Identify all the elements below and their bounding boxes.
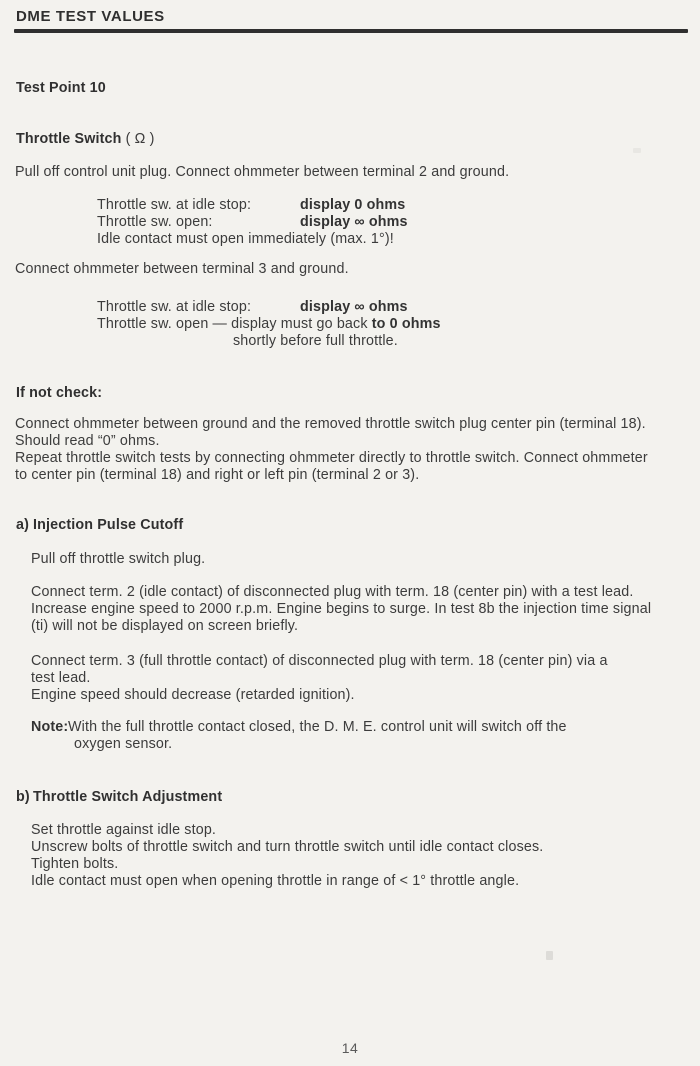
section-a-label: a) bbox=[16, 517, 30, 533]
note-label: Note: bbox=[31, 719, 69, 735]
throttle-switch-title: Throttle Switch bbox=[16, 131, 122, 147]
section-b-paragraph bbox=[31, 822, 543, 890]
text-line: Increase engine speed to 2000 r.p.m. Engine begins to surge. In test 8b the injection time signal bbox=[31, 601, 652, 617]
text-line: Set throttle against idle stop. bbox=[31, 822, 217, 838]
table-row-continuation: shortly before full throttle. bbox=[233, 333, 398, 349]
text-line: Connect ohmmeter between ground and the removed throttle switch plug center pin (terminal 18). bbox=[15, 416, 646, 432]
value-table-1 bbox=[97, 197, 408, 248]
text-line: With the full throttle contact closed, the D. M. E. control unit will switch off the bbox=[68, 719, 567, 735]
note-block bbox=[31, 719, 567, 753]
table-row bbox=[97, 299, 441, 316]
intro-terminal3: Connect ohmmeter between terminal 3 and ground. bbox=[15, 261, 349, 277]
header-rule bbox=[14, 29, 688, 33]
text-line: Repeat throttle switch tests by connecting ohmmeter directly to throttle switch. Connect ohmmeter bbox=[15, 450, 648, 466]
section-a-para2 bbox=[31, 584, 651, 635]
row-label: Throttle sw. at idle stop: bbox=[97, 299, 252, 315]
section-a-heading bbox=[16, 517, 183, 534]
intro-terminal2: Pull off control unit plug. Connect ohmmeter between terminal 2 and ground. bbox=[15, 164, 510, 180]
scan-artifact bbox=[633, 148, 641, 153]
throttle-switch-heading bbox=[16, 131, 155, 148]
section-a-title: Injection Pulse Cutoff bbox=[33, 517, 184, 533]
text-line: test lead. bbox=[31, 670, 91, 686]
value-table-2 bbox=[97, 299, 441, 350]
table-row bbox=[97, 214, 408, 231]
text-line: Connect term. 2 (idle contact) of disconnected plug with term. 18 (center pin) with a test lead. bbox=[31, 584, 634, 600]
if-not-check-heading: If not check: bbox=[16, 385, 103, 401]
row-value: display ∞ ohms bbox=[300, 214, 408, 230]
section-b-heading bbox=[16, 789, 222, 806]
text-line: Should read “0” ohms. bbox=[15, 433, 160, 449]
throttle-switch-ohm-symbol: ( Ω ) bbox=[125, 131, 155, 147]
text-line: Idle contact must open when opening throttle in range of < 1° throttle angle. bbox=[31, 873, 520, 889]
text-line: (ti) will not be displayed on screen briefly. bbox=[31, 618, 299, 634]
scan-artifact bbox=[546, 951, 553, 960]
text-line: Tighten bolts. bbox=[31, 856, 119, 872]
section-a-para3 bbox=[31, 653, 608, 704]
section-b-label: b) bbox=[16, 789, 30, 805]
section-b-title: Throttle Switch Adjustment bbox=[33, 789, 223, 805]
text-line: Unscrew bolts of throttle switch and turn throttle switch until idle contact closes. bbox=[31, 839, 544, 855]
row-label: Throttle sw. open: bbox=[97, 214, 213, 230]
table-row bbox=[97, 197, 408, 214]
text-line: Engine speed should decrease (retarded ignition). bbox=[31, 687, 355, 703]
text-line: Connect term. 3 (full throttle contact) of disconnected plug with term. 18 (center pin) via a bbox=[31, 653, 608, 669]
row-label: Throttle sw. at idle stop: bbox=[97, 197, 252, 213]
row-value: display 0 ohms bbox=[300, 197, 406, 213]
table-note: Idle contact must open immediately (max. 1°)! bbox=[97, 231, 394, 247]
row-value: to 0 ohms bbox=[371, 316, 441, 332]
table-row bbox=[97, 316, 441, 333]
text-line: to center pin (terminal 18) and right or left pin (terminal 2 or 3). bbox=[15, 467, 420, 483]
test-point-heading: Test Point 10 bbox=[16, 80, 106, 96]
section-a-para1: Pull off throttle switch plug. bbox=[31, 551, 206, 567]
text-line: oxygen sensor. bbox=[74, 736, 173, 752]
page-header-title: DME TEST VALUES bbox=[16, 8, 165, 25]
row-text: Throttle sw. open — display must go back bbox=[97, 316, 372, 332]
page-number: 14 bbox=[341, 1040, 359, 1056]
row-value: display ∞ ohms bbox=[300, 299, 408, 315]
note-text bbox=[68, 719, 567, 753]
if-not-check-paragraph bbox=[15, 416, 648, 484]
